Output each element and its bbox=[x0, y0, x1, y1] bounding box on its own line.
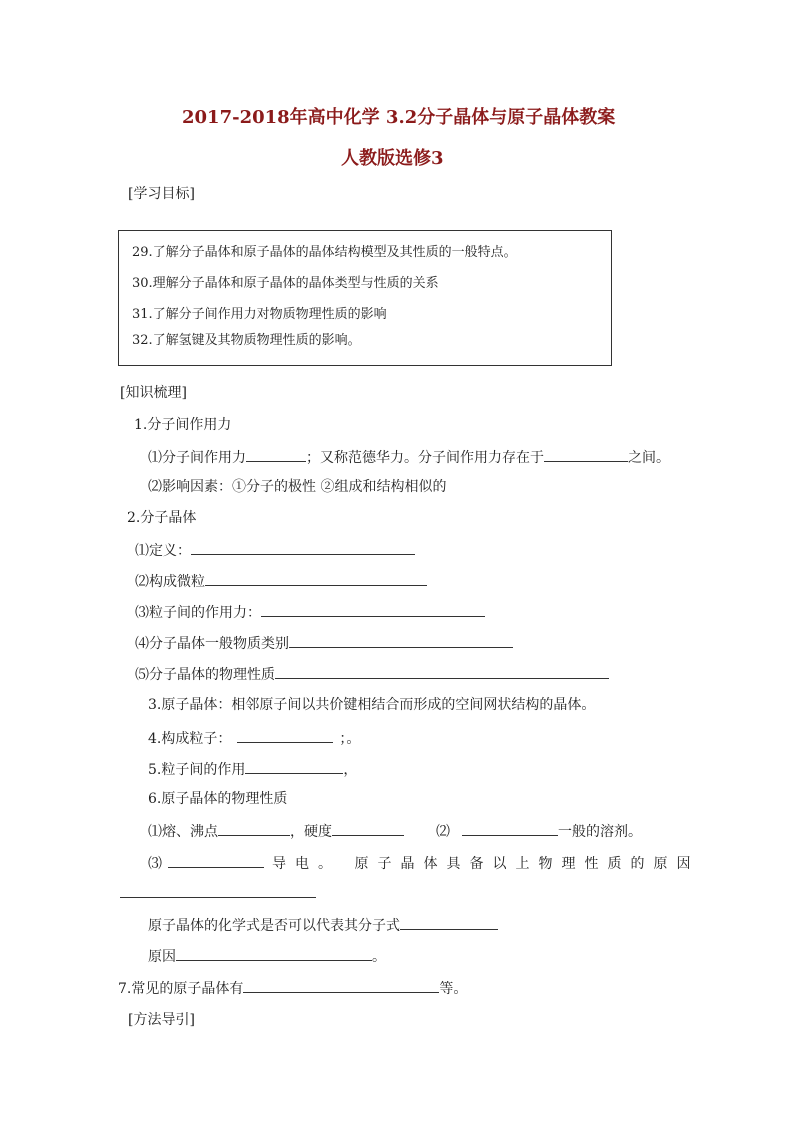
fill-blank[interactable] bbox=[400, 914, 498, 930]
text: 4.构成粒子： bbox=[148, 731, 232, 747]
fill-blank[interactable] bbox=[246, 446, 306, 462]
title-line-1: 2017-2018年高中化学 3.2分子晶体与原子晶体教案 bbox=[182, 107, 616, 128]
text: ⑵ bbox=[436, 824, 450, 840]
section-2-item-5 bbox=[135, 663, 609, 685]
question-1 bbox=[148, 914, 498, 936]
text: 7.常见的原子晶体有 bbox=[118, 981, 244, 997]
text: ，硬度 bbox=[290, 824, 332, 840]
text: 。 bbox=[372, 949, 386, 965]
text: ⑶ bbox=[148, 856, 162, 872]
text: ⑴熔、沸点 bbox=[148, 824, 218, 840]
section-3: 3.原子晶体：相邻原子间以共价键相结合而形成的空间网状结构的晶体。 bbox=[148, 697, 596, 713]
fill-blank[interactable] bbox=[205, 570, 427, 586]
method-header: [方法导引] bbox=[128, 1012, 195, 1028]
section-2-item-4 bbox=[135, 632, 513, 654]
section-1b: ⑵影响因素：①分子的极性 ②组成和结构相似的 bbox=[148, 479, 447, 495]
fill-blank[interactable] bbox=[168, 852, 264, 868]
objectives-header: [学习目标] bbox=[128, 186, 195, 202]
text: ， bbox=[343, 762, 358, 778]
section-5 bbox=[148, 758, 357, 780]
objective-item: 30.理解分子晶体和原子晶体的晶体类型与性质的关系 bbox=[132, 276, 439, 291]
fill-blank[interactable] bbox=[120, 882, 316, 898]
text: 原因 bbox=[148, 949, 176, 965]
section-6-heading: 6.原子晶体的物理性质 bbox=[148, 791, 288, 807]
fill-blank[interactable] bbox=[289, 632, 513, 648]
text: 之间。 bbox=[628, 450, 670, 466]
text: ⑷分子晶体一般物质类别 bbox=[135, 636, 289, 652]
section-1a bbox=[148, 446, 670, 468]
text: 一般的溶剂。 bbox=[558, 824, 642, 840]
text: ；。 bbox=[339, 731, 361, 747]
text: ⑴分子间作用力 bbox=[148, 450, 246, 466]
text: 原子晶体的化学式是否可以代表其分子式 bbox=[148, 918, 400, 934]
fill-blank[interactable] bbox=[275, 663, 609, 679]
fill-blank[interactable] bbox=[191, 539, 415, 555]
section-2-item-3 bbox=[135, 601, 485, 623]
section-4 bbox=[148, 727, 360, 749]
objective-item: 31.了解分子间作用力对物质物理性质的影响 bbox=[132, 307, 387, 322]
fill-blank[interactable] bbox=[462, 820, 558, 836]
section-6-item-1 bbox=[148, 820, 642, 842]
knowledge-header: [知识梳理] bbox=[120, 385, 187, 401]
question-2 bbox=[148, 945, 386, 967]
objective-item: 32.了解氢键及其物质物理性质的影响。 bbox=[132, 333, 361, 348]
fill-blank[interactable] bbox=[218, 820, 290, 836]
fill-blank[interactable] bbox=[332, 820, 404, 836]
text: ；又称范德华力。分子间作用力存在于 bbox=[306, 450, 544, 466]
section-1-heading: 1.分子间作用力 bbox=[134, 417, 232, 433]
text: ⑴定义： bbox=[135, 543, 191, 559]
text: 5.粒子间的作用 bbox=[148, 762, 246, 778]
fill-blank[interactable] bbox=[261, 601, 485, 617]
section-2-heading: 2.分子晶体 bbox=[127, 510, 197, 526]
fill-blank[interactable] bbox=[544, 446, 628, 462]
text: 导电。 原子晶体具备以上物理性质的原因 bbox=[272, 856, 700, 872]
text: 等。 bbox=[439, 981, 468, 997]
objective-item: 29.了解分子晶体和原子晶体的晶体结构模型及其性质的一般特点。 bbox=[132, 245, 517, 260]
section-2-item-2 bbox=[135, 570, 427, 592]
section-2-item-1 bbox=[135, 539, 415, 561]
section-6-reason-blank bbox=[120, 882, 316, 904]
text: ⑸分子晶体的物理性质 bbox=[135, 667, 275, 683]
fill-blank[interactable] bbox=[245, 758, 343, 774]
fill-blank[interactable] bbox=[237, 727, 333, 743]
fill-blank[interactable] bbox=[243, 977, 439, 993]
text: ⑶粒子间的作用力： bbox=[135, 605, 261, 621]
section-7 bbox=[118, 977, 467, 999]
section-6-item-2 bbox=[148, 852, 699, 874]
fill-blank[interactable] bbox=[176, 945, 372, 961]
text: ⑵构成微粒 bbox=[135, 574, 205, 590]
title-line-2: 人教版选修3 bbox=[341, 148, 444, 169]
